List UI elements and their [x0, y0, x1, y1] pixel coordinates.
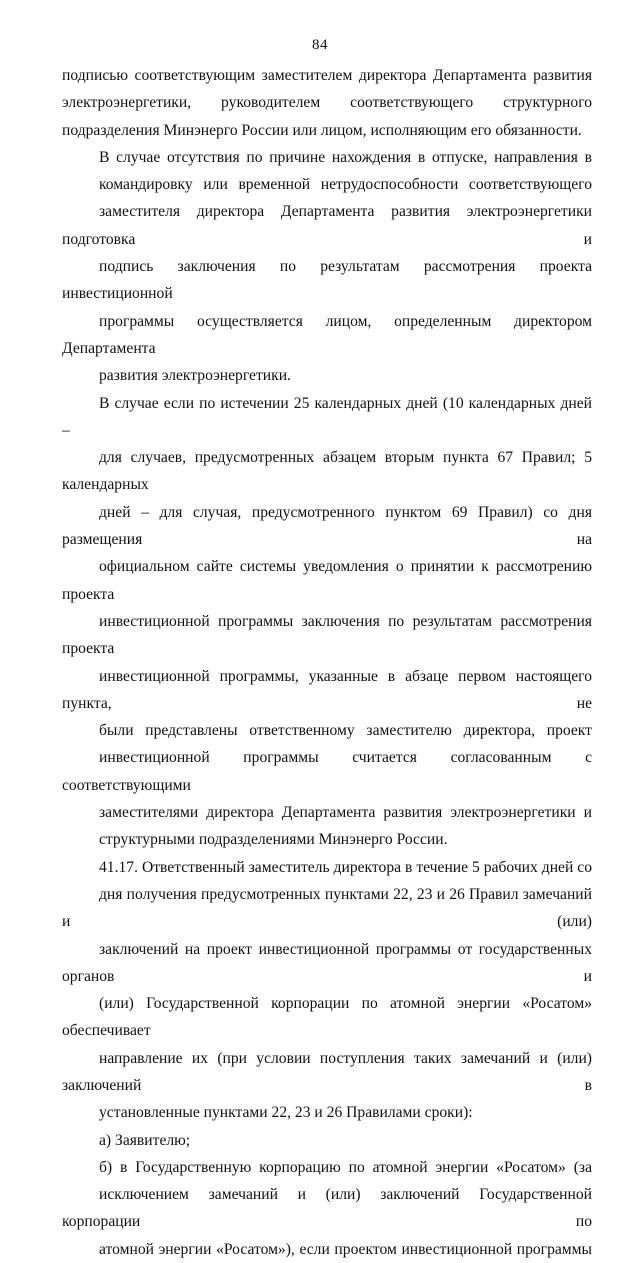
text-line: подписью соответствующим заместителем директора Департамента развития [62, 67, 592, 84]
text-line: развития электроэнергетики. [99, 367, 291, 385]
text-line: заместителями директора Департамента развития электроэнергетики и [99, 804, 592, 822]
page-number: 84 [312, 37, 328, 53]
text-line: атомной энергии «Росатом»), если проектом инвестиционной программы [99, 1240, 592, 1258]
text-line: были представлены ответственному заместителю директора, проект [99, 722, 592, 740]
paragraph [62, 854, 592, 1127]
text-line: инвестиционной программы, указанные в абзаце первом настоящего пункта, не [62, 667, 592, 712]
text-line: командировку или временной нетрудоспособности соответствующего [99, 176, 592, 194]
text-line: заключений на проект инвестиционной программы от государственных органов и [62, 940, 592, 985]
text-line: 41.17. Ответственный заместитель директора в течение 5 рабочих дней со [99, 858, 592, 876]
text-line: структурными подразделениями Минэнерго России. [99, 831, 448, 849]
text-line: В случае если по истечении 25 календарных дней (10 календарных дней – [62, 394, 592, 439]
text-line: официальном сайте системы уведомления о принятии к рассмотрению проекта [62, 558, 592, 603]
paragraph [62, 62, 592, 144]
text-line: заместителя директора Департамента развития электроэнергетики подготовка и [62, 203, 592, 248]
text-line: дня получения предусмотренных пунктами 22, 23 и 26 Правил замечаний и (или) [62, 885, 592, 931]
document-body [62, 62, 592, 1263]
paragraph [62, 1154, 592, 1263]
text-line: В случае отсутствия по причине нахождения в отпуске, направления в [99, 148, 592, 166]
text-line: программы осуществляется лицом, определенным директором Департамента [62, 312, 592, 357]
text-line: а) Заявителю; [99, 1131, 191, 1149]
paragraph [62, 390, 592, 854]
paragraph [62, 144, 592, 390]
text-line: установленные пунктами 22, 23 и 26 Правилами сроки): [99, 1104, 473, 1122]
paragraph [62, 1127, 592, 1154]
text-line: для случаев, предусмотренных абзацем вторым пункта 67 Правил; 5 календарных [62, 449, 592, 494]
text-line: инвестиционной программы заключения по результатам рассмотрения проекта [62, 612, 592, 658]
text-line: исключением замечаний и (или) заключений Государственной корпорации по [62, 1186, 592, 1231]
text-line: подпись заключения по результатам рассмотрения проекта инвестиционной [62, 258, 592, 303]
text-line: направление их (при условии поступления таких замечаний и (или) заключений в [62, 1049, 592, 1094]
text-line: б) в Государственную корпорацию по атомной энергии «Росатом» (за [99, 1158, 592, 1176]
text-line: электроэнергетики, руководителем соответствующего структурного [62, 94, 592, 112]
text-line: дней – для случая, предусмотренного пунктом 69 Правил) со дня размещения на [62, 503, 592, 549]
text-line: (или) Государственной корпорации по атомной энергии «Росатом» обеспечивает [62, 995, 592, 1040]
text-line: подразделения Минэнерго России или лицом, исполняющим его обязанности. [62, 121, 582, 139]
text-line: инвестиционной программы считается согласованным с соответствующими [62, 749, 592, 794]
